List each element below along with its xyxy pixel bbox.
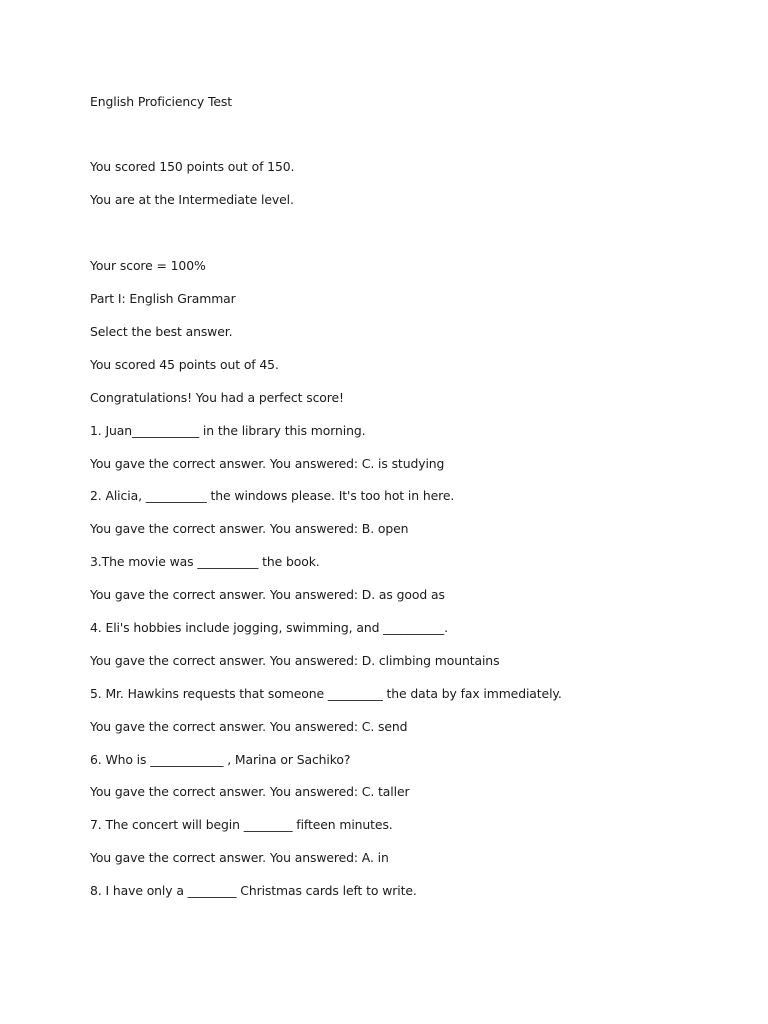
score-percent-line: Your score = 100% [90, 258, 206, 273]
question-prompt: 6. Who is ____________ , Marina or Sachiko? [90, 752, 351, 767]
question-feedback: You gave the correct answer. You answered: A. in [90, 850, 389, 865]
question-prompt: 1. Juan___________ in the library this morning. [90, 423, 366, 438]
question-prompt: 8. I have only a ________ Christmas cards left to write. [90, 883, 417, 898]
part-score-line: You scored 45 points out of 45. [90, 357, 279, 372]
question-prompt: 5. Mr. Hawkins requests that someone _________ the data by fax immediately. [90, 686, 562, 701]
congratulations-message: Congratulations! You had a perfect score! [90, 390, 344, 405]
question-prompt: 2. Alicia, __________ the windows please. It's too hot in here. [90, 488, 455, 503]
question-feedback: You gave the correct answer. You answered: C. send [90, 719, 408, 734]
question-prompt: 4. Eli's hobbies include jogging, swimming, and __________. [90, 620, 448, 635]
total-score-line: You scored 150 points out of 150. [90, 159, 295, 174]
question-feedback: You gave the correct answer. You answered: C. taller [90, 784, 410, 799]
question-feedback: You gave the correct answer. You answered: B. open [90, 521, 409, 536]
question-prompt: 7. The concert will begin ________ fifteen minutes. [90, 817, 393, 832]
question-feedback: You gave the correct answer. You answered: D. climbing mountains [90, 653, 500, 668]
question-prompt: 3.The movie was __________ the book. [90, 554, 320, 569]
question-feedback: You gave the correct answer. You answered: D. as good as [90, 587, 445, 602]
part-instruction: Select the best answer. [90, 324, 233, 339]
question-feedback: You gave the correct answer. You answered: C. is studying [90, 456, 445, 471]
level-line: You are at the Intermediate level. [90, 192, 294, 207]
part-heading: Part I: English Grammar [90, 291, 236, 306]
document-title: English Proficiency Test [90, 94, 232, 109]
